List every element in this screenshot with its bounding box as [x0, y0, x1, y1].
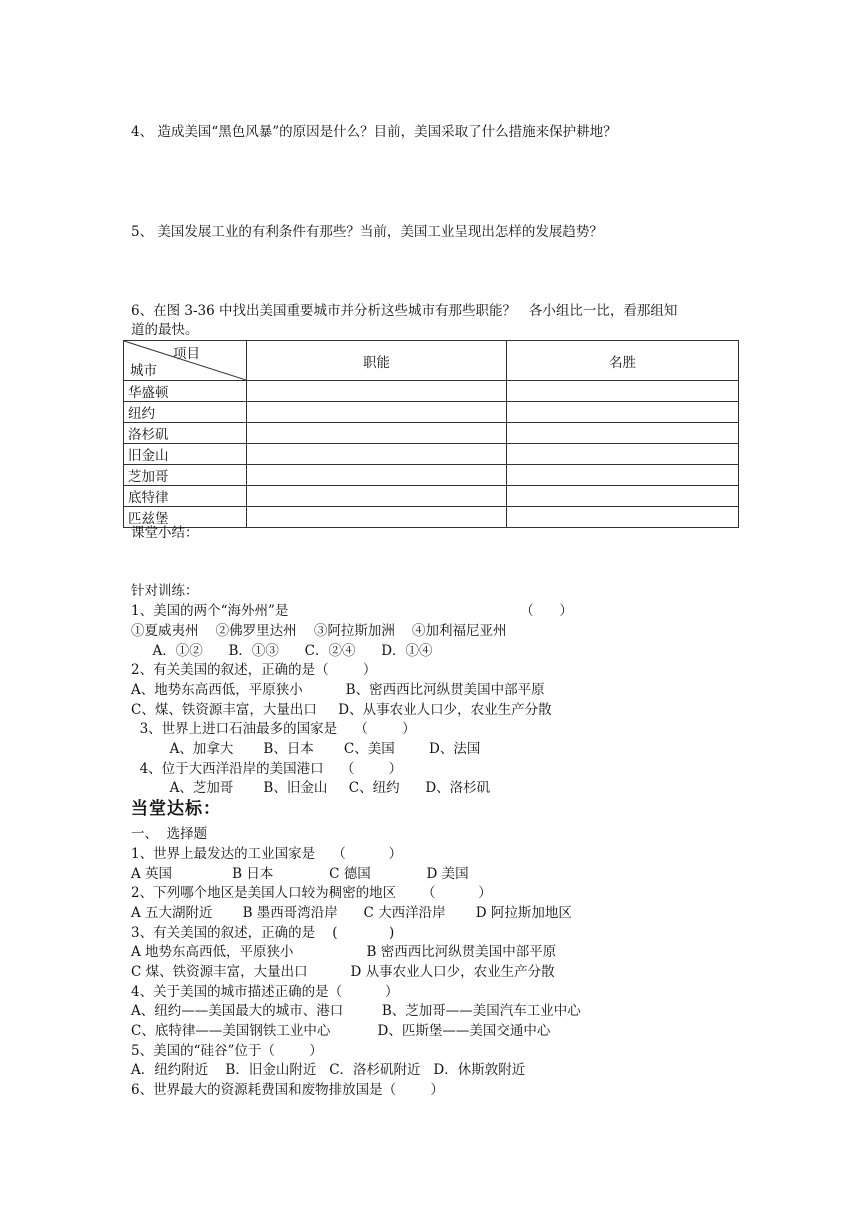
city-cell: 旧金山	[124, 444, 247, 465]
landmark-cell	[507, 465, 739, 486]
function-cell	[247, 465, 507, 486]
city-cell: 芝加哥	[124, 465, 247, 486]
function-cell	[247, 486, 507, 507]
summary-label: 课堂小结：	[131, 525, 199, 541]
table-row	[124, 507, 739, 528]
diagonal-header-cell	[124, 341, 247, 381]
header-item-label: 项目	[173, 346, 200, 362]
standard-q5: 5、美国的“硅谷”位于（ ）	[131, 1043, 323, 1059]
landmark-cell	[507, 423, 739, 444]
header-function: 职能	[247, 341, 507, 381]
city-cell: 华盛顿	[124, 381, 247, 402]
training-q2: 2、有关美国的叙述，正确的是（ ）	[131, 662, 377, 678]
standard-q2: 2、下列哪个地区是美国人口较为稠密的地区 （ ）	[131, 885, 492, 901]
training-q3: 3、世界上进口石油最多的国家是 （ ）	[131, 721, 416, 737]
question-5: 5、 美国发展工业的有利条件有那些？当前，美国工业呈现出怎样的发展趋势？	[131, 224, 603, 240]
standard-q3: 3、有关美国的叙述，正确的是 ( )	[131, 925, 395, 941]
standard-heading: 当堂达标：	[131, 799, 221, 819]
standard-q1-options: A 英国 B 日本 C 德国 D 美国	[131, 866, 469, 882]
city-cell: 纽约	[124, 402, 247, 423]
city-cell: 洛杉矶	[124, 423, 247, 444]
table-row	[124, 486, 739, 507]
function-cell	[247, 402, 507, 423]
function-cell	[247, 381, 507, 402]
training-q4-options: A、芝加哥 B、旧金山 C、纽约 D、洛杉矶	[131, 780, 491, 796]
header-landmark: 名胜	[507, 341, 739, 381]
table-row	[124, 402, 739, 423]
table-row	[124, 423, 739, 444]
function-cell	[247, 507, 507, 528]
question-6-line1: 6、在图 3-36 中找出美国重要城市并分析这些城市有那些职能？ 各小组比一比，看那组知	[131, 303, 678, 319]
standard-q4: 4、关于美国的城市描述正确的是（ ）	[131, 984, 399, 1000]
training-q1: 1、美国的两个“海外州”是 （ ）	[131, 603, 573, 619]
landmark-cell	[507, 444, 739, 465]
table-row	[124, 381, 739, 402]
function-cell	[247, 423, 507, 444]
landmark-cell	[507, 402, 739, 423]
standard-q1: 1、世界上最发达的工业国家是 （ ）	[131, 846, 403, 862]
standard-q3-ab: A 地势东高西低，平原狭小 B 密西西比河纵贯美国中部平原	[131, 944, 557, 960]
question-6-line2: 道的最快。	[131, 322, 199, 338]
standard-q6: 6、世界最大的资源耗费国和废物排放国是（ ）	[131, 1082, 444, 1098]
training-q1-items: ①夏威夷州 ②佛罗里达州 ③阿拉斯加洲 ④加利福尼亚州	[131, 623, 507, 639]
standard-q2-options: A 五大湖附近 B 墨西哥湾沿岸 C 大西洋沿岸 D 阿拉斯加地区	[131, 905, 572, 921]
table-row	[124, 465, 739, 486]
landmark-cell	[507, 507, 739, 528]
table-header-row	[124, 341, 739, 381]
training-q2-ab: A、地势东高西低，平原狭小 B、密西西比河纵贯美国中部平原	[131, 682, 545, 698]
training-q2-cd: C、煤、铁资源丰富，大量出口 D、从事农业人口少，农业生产分散	[131, 702, 552, 718]
standard-q3-cd: C 煤、铁资源丰富，大量出口 D 从事农业人口少，农业生产分散	[131, 964, 555, 980]
city-cell: 匹兹堡	[124, 507, 247, 528]
city-function-table	[123, 340, 739, 528]
standard-q4-cd: C、底特律——美国钢铁工业中心 D、匹斯堡——美国交通中心	[131, 1023, 551, 1039]
landmark-cell	[507, 486, 739, 507]
city-cell: 底特律	[124, 486, 247, 507]
header-city-label: 城市	[130, 363, 157, 379]
function-cell	[247, 444, 507, 465]
training-q1-options: A．①② B．①③ C．②④ D．①④	[131, 643, 433, 659]
standard-section: 一、 选择题	[131, 826, 208, 842]
training-q3-options: A、加拿大 B、日本 C、美国 D、法国	[131, 741, 481, 757]
question-4: 4、 造成美国“黑色风暴”的原因是什么？目前，美国采取了什么措施来保护耕地？	[131, 124, 617, 140]
table-row	[124, 444, 739, 465]
training-title: 针对训练：	[131, 583, 199, 599]
standard-q5-options: A．纽约附近 B．旧金山附近 C．洛杉矶附近 D．休斯敦附近	[131, 1062, 526, 1078]
standard-q4-ab: A、纽约——美国最大的城市、港口 B、芝加哥——美国汽车工业中心	[131, 1003, 581, 1019]
training-q4: 4、位于大西洋沿岸的美国港口 （ ）	[131, 761, 403, 777]
landmark-cell	[507, 381, 739, 402]
